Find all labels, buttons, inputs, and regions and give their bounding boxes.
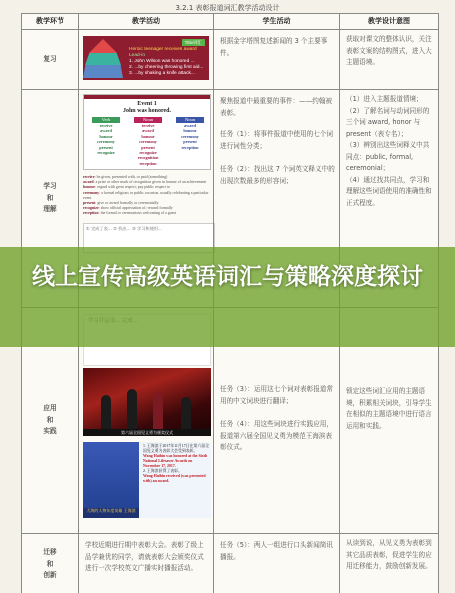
student-activity-text: 任务（5）：两人一组进行口头新闻简讯播报。 (214, 534, 340, 593)
stage-apply: 应用 和 实践 (22, 308, 79, 534)
event-title: Event 1 (137, 101, 157, 107)
banner-title: 线上宣传高级英语词汇与策略深度探讨 (32, 264, 423, 290)
student-activity-text: 根据金字塔图复述新闻的 3 个主要事件。 (214, 30, 340, 90)
title-banner (0, 247, 455, 347)
design-cell: 锁定这些词汇应用的主题语境，积累相关词块，引导学生在相似的主题语境中进行语言运用和实践。 (340, 308, 439, 534)
stage-transfer: 迁移 和 创新 (22, 534, 79, 593)
news-text: 1. 王海滨于2017年11月17日在第六届全国见义勇为表彰大会受到表彰。 Wang Haibin was honored at the Sixth National Lifesaver Awards on November 17, 2017. 2. 王海滨获得了表彰。 Wang Haibin received (was presented with) an award. (143, 444, 209, 483)
word-column: receive award honour ceremony present recognize (97, 123, 115, 156)
definition-item: receive: be given, presented with, or paid (something) (83, 175, 168, 179)
stage-learn: 学习 和 理解 (22, 90, 79, 308)
definition-item: present: give or award formally or ceremonially (83, 201, 159, 206)
col-head: Noun (134, 117, 162, 123)
hero-photo-card (83, 442, 211, 518)
definition-item: honour: regard with great respect; pay public respect to (83, 185, 171, 190)
design-cell: （1）进入主题报道情境； （2）了解名词与动词同形的三个词 award, honor 与 present（表专名）； （3）辨别出这些词释义中共同点：public, formal, ceremonial； （4）通过找共同点，学习和理解这些词语使用的准确性和正式程度。 (340, 90, 439, 308)
header-stage: 教学环节 (22, 14, 79, 30)
header-design: 教学设计意图 (340, 14, 439, 30)
word-column: award honour ceremony present reception (181, 123, 199, 150)
definition-item: reception: the formal or ceremonious welcoming of a guest (83, 211, 177, 216)
design-text: 获取对课文的整体认识，关注表彰文案的结构图式，进入大主题语境。 (340, 30, 439, 90)
definitions-list (83, 175, 215, 217)
slide-line: Lead-in (129, 53, 146, 58)
worksheet-thumbnail: ① 完成了表... ② 找出... ③ 学习和使用... (83, 223, 215, 253)
col-head: Noun (176, 117, 204, 123)
review-slide-cell (79, 30, 214, 90)
photo-caption: 第六届全国见义勇为颁奖仪式 (83, 429, 211, 436)
event-slide (83, 94, 211, 170)
word-column: receive award honour ceremony present recognize recognition reception (137, 123, 159, 166)
pyramid-top-icon (89, 39, 117, 53)
pyramid-slide (83, 36, 209, 80)
teacher-activity-text: 学校近期进行期中表彰大会。表彰了级上品学兼优的同学，请就表彰大会颁奖仪式进行一次学校英文广播实时播报活动。 (79, 534, 214, 593)
photo-caption: 大海的人物年度英雄 王海滨 (83, 508, 139, 518)
student-activity-cell: 聚焦报道中最重要的事件：——约翰被表彰。 任务（1）：将事件报道中使用的七个词进行词性分类； 任务（2）：找出这 7 个词英文释义中的出现次数最多的形容词； (214, 90, 340, 308)
header-student: 学生活动 (214, 14, 340, 30)
slide-line: 2. ...by cheering throwing first aid... (129, 65, 204, 70)
col-head: Verb (92, 117, 120, 123)
slide-tag: Title词汇 (182, 39, 205, 46)
header-activity: 教学活动 (79, 14, 214, 30)
definition-item: recognize: show official appreciation of; reward formally (83, 206, 173, 211)
design-text: 从读到说，从见义勇为表彰到其它品质表彰，促进学生的应用迁移能力，鼓励创新发展。 (340, 534, 439, 593)
hero-photo (83, 442, 139, 518)
table-caption: 3.2.1 表彰报道词汇教学活动设计 (175, 4, 280, 12)
ceremony-photo (83, 368, 211, 436)
definition-item: ceremony: a formal religious or public occasion, usually celebrating a particular event (83, 190, 209, 200)
slide-line: Heroic teenager receives award (129, 47, 197, 52)
header-row (22, 14, 439, 30)
pyramid-middle-icon (85, 53, 121, 65)
table-row (22, 534, 439, 593)
definition-item: award: a prize or other mark of recognition given in honour of an achievement (83, 180, 207, 185)
slide-line: 3. ...by shaking a knife attack... (129, 71, 195, 76)
pyramid-bottom-icon (83, 65, 123, 78)
event-subtitle: John was honored. (122, 108, 172, 114)
slide-line: 1. John Wilson was honored ... (129, 59, 195, 64)
student-activity-cell: 任务（3）：运用这七个词对表彰报道常用的中文词块进行翻译； 任务（4）：用这些词块进行实践应用，报道第六届全国见义勇为模范王海滨表彰仪式。 (214, 308, 340, 534)
table-row (22, 30, 439, 90)
stage-review: 复习 (22, 30, 79, 90)
